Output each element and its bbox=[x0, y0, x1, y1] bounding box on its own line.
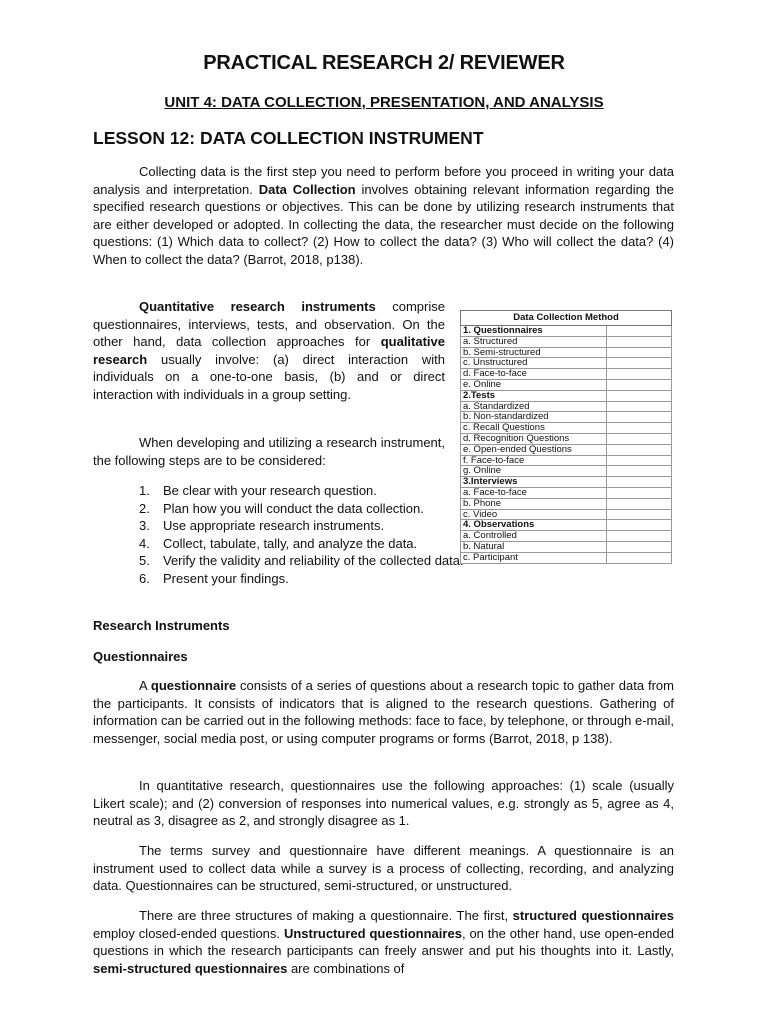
table-cell: b. Semi-structured bbox=[461, 347, 607, 358]
steps-list bbox=[139, 482, 464, 588]
document-title: PRACTICAL RESEARCH 2/ REVIEWER bbox=[203, 52, 565, 74]
table-row bbox=[461, 412, 672, 423]
table-row bbox=[461, 477, 672, 488]
table-row bbox=[461, 369, 672, 380]
table-row bbox=[461, 552, 672, 563]
table-cell: a. Face-to-face bbox=[461, 487, 607, 498]
table-row bbox=[461, 358, 672, 369]
table-cell: b. Phone bbox=[461, 498, 607, 509]
table-cell: a. Controlled bbox=[461, 531, 607, 542]
step-item: 3. Use appropriate research instruments. bbox=[139, 518, 385, 534]
table-cell: a. Structured bbox=[461, 336, 607, 347]
survey-paragraph: The terms survey and questionnaire have different meanings. A questionnaire is an instrument used to collect data while a survey is a process of collecting, recording, and analyzing data. Questionnaires can be structured, semi-structured, or unstructured. bbox=[93, 843, 674, 894]
table-cell: f. Face-to-face bbox=[461, 455, 607, 466]
data-collection-method-table bbox=[460, 310, 672, 564]
table-cell: b. Non-standardized bbox=[461, 412, 607, 423]
table-cell: c. Unstructured bbox=[461, 358, 607, 369]
table-cell: d. Face-to-face bbox=[461, 369, 607, 380]
table-cell: c. Recall Questions bbox=[461, 423, 607, 434]
table-cell: a. Standardized bbox=[461, 401, 607, 412]
table-cell: e. Open-ended Questions bbox=[461, 444, 607, 455]
developing-paragraph: When developing and utilizing a research instrument, the following steps are to be considered: bbox=[93, 435, 445, 468]
unit-heading: UNIT 4: DATA COLLECTION, PRESENTATION, AND ANALYSIS bbox=[164, 94, 604, 111]
table-row bbox=[461, 347, 672, 358]
questionnaire-definition-paragraph: A questionnaire consists of a series of questions about a research topic to gather data from the participants. It consists of indicators that is aligned to the research questions. Gathering of information can be carried out in the following methods: face to face, by telephone, or through e-mail, messenger, social media post, or using computer programs or forms (Barrot, 2018, p 138). bbox=[93, 678, 674, 746]
table-row bbox=[461, 531, 672, 542]
intro-paragraph: Collecting data is the first step you need to perform before you proceed in writing your data analysis and interpretation. Data Collection involves obtaining relevant information regarding the specified research questions or objectives. This can be done by utilizing research instruments that are either developed or adopted. In collecting the data, the researcher must decide on the following questions: (1) Which data to collect? (2) How to collect the data? (3) Who will collect the data? (4) When to collect the data? (Barrot, 2018, p138). bbox=[93, 164, 675, 267]
table-row bbox=[461, 509, 672, 520]
structures-paragraph: There are three structures of making a questionnaire. The first, structured questionnaires employ closed-ended questions. Unstructured questionnaires, on the other hand, use open-ended questions in which the research participants can freely answer and put his thoughts into it. Lastly, semi-structured questionnaires are combinations of bbox=[93, 908, 675, 976]
step-item: 5. Verify the validity and reliability of the collected data. bbox=[139, 553, 464, 569]
table-row bbox=[461, 390, 672, 401]
table-row bbox=[461, 520, 672, 531]
lesson-heading: LESSON 12: DATA COLLECTION INSTRUMENT bbox=[93, 128, 484, 148]
table-cell: 4. Observations bbox=[461, 520, 607, 531]
table-cell: c. Participant bbox=[461, 552, 607, 563]
table-row bbox=[461, 379, 672, 390]
table-row bbox=[461, 336, 672, 347]
table-cell: 1. Questionnaires bbox=[461, 326, 607, 337]
table-row bbox=[461, 444, 672, 455]
step-item: 4. Collect, tabulate, tally, and analyze the data. bbox=[139, 535, 418, 551]
table-cell: d. Recognition Questions bbox=[461, 433, 607, 444]
step-item: 2. Plan how you will conduct the data collection. bbox=[139, 500, 424, 516]
table-cell: g. Online bbox=[461, 466, 607, 477]
table-row bbox=[461, 455, 672, 466]
table-row bbox=[461, 433, 672, 444]
table-row bbox=[461, 401, 672, 412]
table-cell: b. Natural bbox=[461, 541, 607, 552]
step-item: 1. Be clear with your research question. bbox=[139, 483, 377, 498]
table-row bbox=[461, 487, 672, 498]
table-cell: c. Video bbox=[461, 509, 607, 520]
table-cell: e. Online bbox=[461, 379, 607, 390]
table-cell: 2.Tests bbox=[461, 390, 607, 401]
questionnaires-heading: Questionnaires bbox=[93, 649, 188, 664]
table-row bbox=[461, 326, 672, 337]
table-header: Data Collection Method bbox=[461, 311, 672, 326]
step-item: 6. Present your findings. bbox=[139, 570, 289, 586]
table-cell: 3.Interviews bbox=[461, 477, 607, 488]
table-row bbox=[461, 423, 672, 434]
table-row bbox=[461, 466, 672, 477]
quantitative-approaches-paragraph: In quantitative research, questionnaires use the following approaches: (1) scale (usually Likert scale); and (2) conversion of responses into numerical values, e.g. strongly as 5, agree as 4, neutral as 3, disagree as 2, and strongly disagree as 1. bbox=[93, 778, 674, 829]
quantitative-paragraph: Quantitative research instruments comprise questionnaires, interviews, tests, and observation. On the other hand, data collection approaches for qualitative research usually involve: (a) direct interaction with individuals on a one-to-one basis, (b) and or direct interaction with individuals in a group setting. bbox=[93, 299, 445, 402]
table-row bbox=[461, 541, 672, 552]
research-instruments-heading: Research Instruments bbox=[93, 618, 230, 633]
table-row bbox=[461, 498, 672, 509]
